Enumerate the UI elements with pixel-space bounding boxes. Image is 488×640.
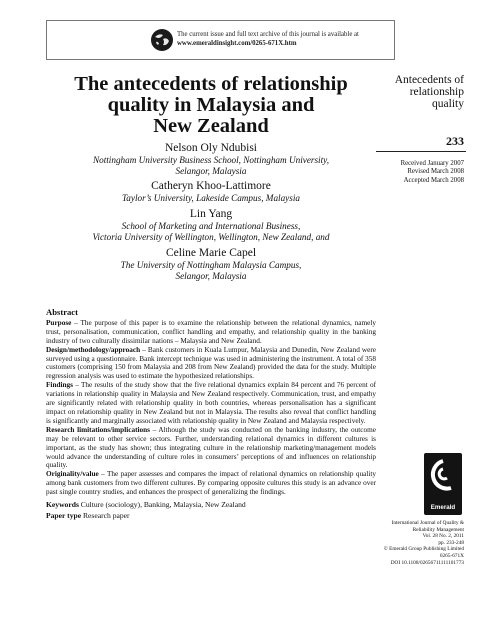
- paper-title: [46, 74, 376, 137]
- section-label: Design/methodology/approach: [46, 345, 141, 354]
- abstract: [46, 308, 376, 521]
- abstract-section-design: [46, 346, 376, 382]
- author-entry: [46, 180, 376, 204]
- author-name: Celine Marie Capel: [165, 247, 257, 259]
- notice-text: The current issue and full text archive of this journal is available at: [177, 31, 359, 38]
- date-line: Received January 2007: [400, 160, 464, 167]
- journal-info-line: Vol. 28 No. 2, 2011: [422, 533, 464, 540]
- journal-info-line: pp. 233-248: [438, 539, 464, 546]
- globe-icon: [151, 29, 173, 51]
- title-line: quality in Malaysia and: [107, 94, 315, 116]
- running-title: [388, 74, 464, 110]
- title-line: The antecedents of relationship: [74, 73, 348, 95]
- paper-type-text: Research paper: [81, 510, 130, 520]
- emerald-logo: [424, 453, 462, 515]
- section-text: – The purpose of this paper is to examine the relationship between the relational dynamics, namely trust, personalisation, communication, conflict handling and empathy, and relationship quality in the banking industry of two culturally dissimilar nations – Malaysia and New Zealand.: [46, 318, 376, 345]
- journal-info-line: Reliability Management: [412, 526, 464, 533]
- author-entry: [46, 208, 376, 243]
- keywords: [46, 501, 376, 510]
- section-text: – Although the study was conducted on the banking industry, the outcome may be relevant to other service sectors. Further, understanding relational dynamics in different cultures is important, as the study has shown; thus integrating culture in the relationship marketing/management models would advance the understanding of culture roles in consumers’ perceptions of and influences on relationship quality.: [46, 425, 376, 470]
- abstract-section-purpose: [46, 319, 376, 346]
- abstract-section-findings: [46, 381, 376, 426]
- paper-type-label: Paper type: [46, 510, 82, 520]
- author-name: Catheryn Khoo-Lattimore: [151, 180, 271, 192]
- divider: [376, 151, 466, 152]
- title-line: New Zealand: [153, 115, 269, 137]
- section-text: – The paper assesses and compares the impact of relational dynamics on relationship quality among bank customers from two different cultures. By comparing opposite cultures this study is an advance over past single country studies, and enhances the prospect of generalizing the findings.: [46, 470, 376, 497]
- journal-url-link[interactable]: www.emeraldinsight.com/0265-671X.htm: [177, 40, 297, 47]
- author-affiliation: School of Marketing and International Business,: [121, 221, 301, 231]
- section-text: – The results of the study show that the five relational dynamics explain 84 percent and 76 percent of variations in relationship quality in Malaysia and New Zealand respectively. Communication, trust, and empathy are significantly related with relationship quality in both countries, whereas personalisation has a significant impact on relationship quality in New Zealand but not in Malaysia. The results also reveal that conflict handling is significantly and marginally associated with relationship quality in New Zealand and Malaysia respectively.: [46, 381, 376, 425]
- abstract-heading: Abstract: [46, 307, 78, 317]
- running-title-line: Antecedents of: [394, 74, 464, 86]
- author-affiliation: The University of Nottingham Malaysia Campus,: [120, 260, 302, 270]
- author-affiliation: Selangor, Malaysia: [175, 166, 247, 176]
- abstract-section-originality: [46, 470, 376, 497]
- date-line: Revised March 2008: [407, 168, 464, 176]
- author-affiliation: Selangor, Malaysia: [175, 271, 247, 281]
- journal-info-line: 0265-671X: [439, 552, 464, 559]
- emerald-logo-text: Emerald: [430, 504, 456, 511]
- abstract-section-limitations: [46, 426, 376, 471]
- section-text: – Bank customers in Kuala Lumpur, Malaysia and Dunedin, New Zealand were surveyed using a questionnaire. Bank intercept technique was used in administering the instrument. A total of 358 customers (comprising 150 from Malaysia and 208 from New Zealand) provided the data for the study. Multiple regression analysis was used to estimate the hypothesized relationships.: [46, 345, 376, 381]
- author-name: Nelson Oly Ndubisi: [165, 142, 257, 154]
- section-label: Findings: [46, 381, 73, 390]
- page-number: 233: [446, 134, 464, 148]
- date-line: Accepted March 2008: [403, 176, 464, 184]
- journal-info-line: International Journal of Quality &: [391, 520, 464, 526]
- keywords-text: Culture (sociology), Banking, Malaysia, New Zealand: [78, 500, 246, 510]
- keywords-label: Keywords: [46, 500, 79, 510]
- submission-dates: [388, 160, 464, 185]
- author-name: Lin Yang: [189, 208, 233, 220]
- journal-info: [376, 520, 464, 566]
- journal-info-line: © Emerald Group Publishing Limited: [383, 546, 464, 553]
- author-affiliation: Nottingham University Business School, Nottingham University,: [92, 155, 330, 165]
- section-label: Research limitations/implications: [46, 425, 150, 434]
- journal-info-line: DOI 10.1108/02656711111101773: [390, 559, 464, 566]
- author-entry: [46, 142, 376, 177]
- author-entry: [46, 247, 376, 282]
- running-title-line: relationship: [409, 86, 464, 98]
- running-title-line: quality: [432, 98, 464, 110]
- emerald-logo-icon: [430, 459, 456, 493]
- section-label: Originality/value: [46, 470, 99, 479]
- author-affiliation: Victoria University of Wellington, Wellington, New Zealand, and: [92, 232, 330, 242]
- journal-availability-notice: [46, 20, 395, 60]
- author-affiliation: Taylor’s University, Lakeside Campus, Malaysia: [122, 193, 300, 203]
- section-label: Purpose: [46, 318, 72, 327]
- paper-type: [46, 512, 376, 521]
